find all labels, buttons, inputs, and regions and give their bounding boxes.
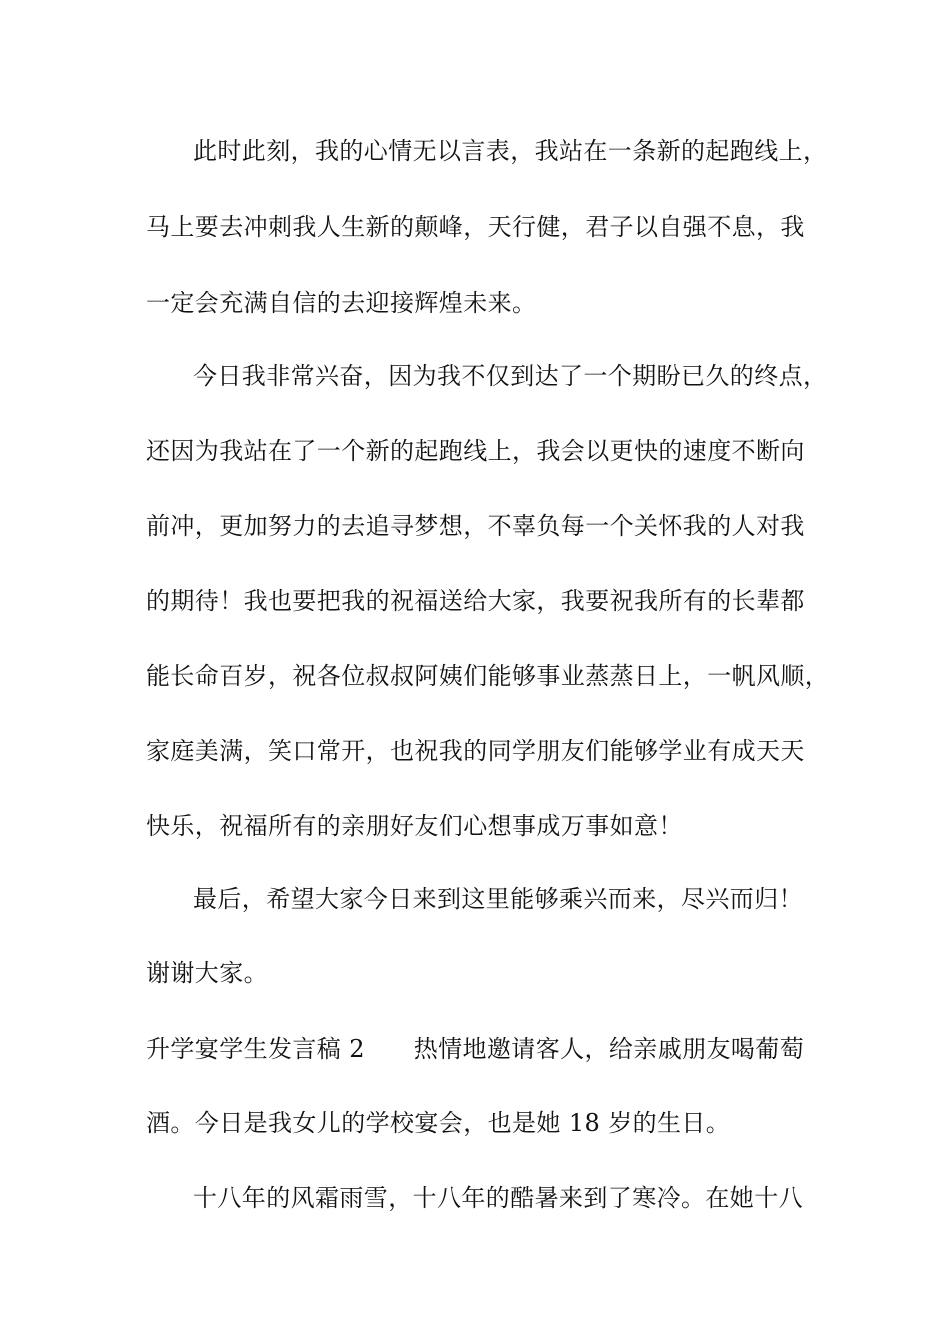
- paragraph-2-line-5: 能长命百岁，祝各位叔叔阿姨们能够事业蒸蒸日上，一帆风顺，: [146, 662, 830, 690]
- paragraph-2-line-1: 今日我非常兴奋，因为我不仅到达了一个期盼已久的终点，: [193, 362, 828, 390]
- paragraph-2-line-3: 前冲，更加努力的去追寻梦想，不辜负每一个关怀我的人对我: [146, 512, 805, 540]
- paragraph-2-line-6: 家庭美满，笑口常开，也祝我的同学朋友们能够学业有成天天: [146, 737, 805, 765]
- paragraph-4-line-2: 酒。今日是我女儿的学校宴会，也是她 18 岁的生日。: [146, 1109, 731, 1137]
- paragraph-2-line-4: 的期待！我也要把我的祝福送给大家，我要祝我所有的长辈都: [146, 587, 805, 615]
- paragraph-2-line-7: 快乐，祝福所有的亲朋好友们心想事成万事如意！: [146, 812, 683, 840]
- paragraph-1-line-2: 马上要去冲刺我人生新的颠峰，天行健，君子以自强不息，我: [146, 213, 805, 241]
- paragraph-1-line-1: 此时此刻，我的心情无以言表，我站在一条新的起跑线上，: [193, 137, 828, 165]
- paragraph-3-line-2: 谢谢大家。: [146, 959, 268, 987]
- paragraph-3-line-1: 最后，希望大家今日来到这里能够乘兴而来，尽兴而归！: [193, 885, 803, 913]
- section-heading-line: 升学宴学生发言稿 2 热情地邀请客人，给亲戚朋友喝葡萄: [146, 1035, 805, 1063]
- paragraph-2-line-2: 还因为我站在了一个新的起跑线上，我会以更快的速度不断向: [146, 437, 805, 465]
- paragraph-1-line-3: 一定会充满自信的去迎接辉煌未来。: [146, 289, 537, 317]
- paragraph-5-line-1: 十八年的风霜雨雪，十八年的酷暑来到了寒冷。在她十八: [193, 1184, 803, 1212]
